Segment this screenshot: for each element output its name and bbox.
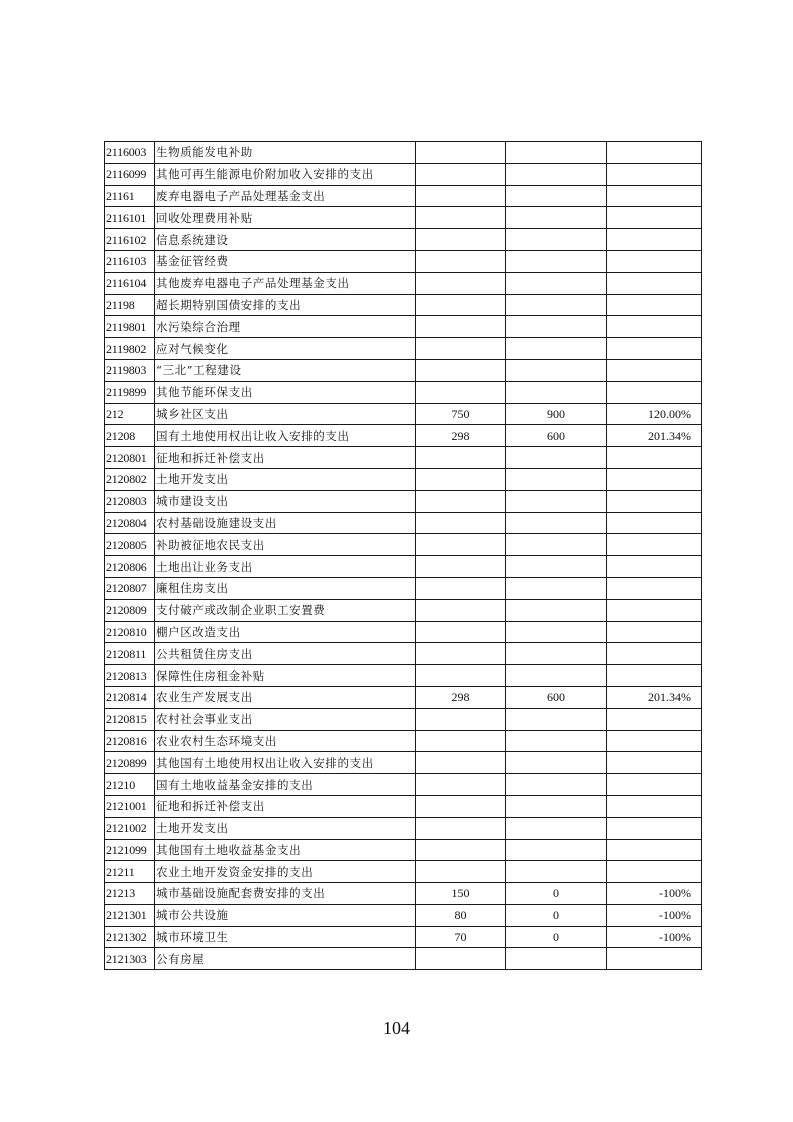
budget-value-cell <box>506 272 607 294</box>
table-row <box>105 338 702 360</box>
budget-value-cell: 600 <box>506 686 607 708</box>
subject-name-cell: 农村基础设施建设支出 <box>155 512 416 534</box>
subject-code-cell: 21211 <box>105 861 155 883</box>
subject-name-cell: 征地和拆迁补偿支出 <box>155 447 416 469</box>
table-row <box>105 904 702 926</box>
budget-value-cell <box>506 556 607 578</box>
subject-code-cell: 2121303 <box>105 948 155 970</box>
change-rate-cell <box>607 534 702 556</box>
change-rate-cell <box>607 839 702 861</box>
change-rate-cell <box>607 338 702 360</box>
table-row <box>105 512 702 534</box>
previous-value-cell <box>416 229 506 251</box>
subject-code-cell: 2120814 <box>105 686 155 708</box>
subject-name-cell: 公共租赁住房支出 <box>155 643 416 665</box>
budget-value-cell <box>506 142 607 164</box>
subject-code-cell: 2120805 <box>105 534 155 556</box>
previous-value-cell: 298 <box>416 686 506 708</box>
subject-name-cell: 应对气候变化 <box>155 338 416 360</box>
previous-value-cell: 750 <box>416 403 506 425</box>
previous-value-cell <box>416 752 506 774</box>
previous-value-cell <box>416 338 506 360</box>
change-rate-cell <box>607 272 702 294</box>
budget-value-cell: 0 <box>506 926 607 948</box>
table-row <box>105 490 702 512</box>
table-row <box>105 861 702 883</box>
subject-code-cell: 21208 <box>105 425 155 447</box>
budget-value-cell <box>506 294 607 316</box>
change-rate-cell <box>607 599 702 621</box>
subject-name-cell: 农业农村生态环境支出 <box>155 730 416 752</box>
table-row <box>105 621 702 643</box>
table-row <box>105 403 702 425</box>
subject-code-cell: 21210 <box>105 774 155 796</box>
previous-value-cell <box>416 447 506 469</box>
subject-name-cell: 城市建设支出 <box>155 490 416 512</box>
table-row <box>105 250 702 272</box>
previous-value-cell <box>416 468 506 490</box>
subject-code-cell: 2116101 <box>105 207 155 229</box>
subject-code-cell: 2121301 <box>105 904 155 926</box>
previous-value-cell <box>416 512 506 534</box>
budget-value-cell <box>506 534 607 556</box>
change-rate-cell <box>607 708 702 730</box>
table-row <box>105 599 702 621</box>
budget-value-cell <box>506 359 607 381</box>
subject-name-cell: 其他国有土地使用权出让收入安排的支出 <box>155 752 416 774</box>
previous-value-cell <box>416 665 506 687</box>
previous-value-cell: 80 <box>416 904 506 926</box>
subject-code-cell: 2121099 <box>105 839 155 861</box>
change-rate-cell <box>607 163 702 185</box>
subject-name-cell: 信息系统建设 <box>155 229 416 251</box>
table-body <box>105 142 702 970</box>
table-row <box>105 272 702 294</box>
budget-value-cell <box>506 381 607 403</box>
table-row <box>105 316 702 338</box>
budget-value-cell <box>506 250 607 272</box>
subject-code-cell: 2120801 <box>105 447 155 469</box>
subject-code-cell: 2119802 <box>105 338 155 360</box>
subject-code-cell: 2116102 <box>105 229 155 251</box>
change-rate-cell: -100% <box>607 926 702 948</box>
previous-value-cell: 150 <box>416 883 506 905</box>
budget-value-cell <box>506 665 607 687</box>
subject-code-cell: 2120802 <box>105 468 155 490</box>
change-rate-cell <box>607 643 702 665</box>
subject-name-cell: 农业生产发展支出 <box>155 686 416 708</box>
budget-value-cell: 900 <box>506 403 607 425</box>
subject-name-cell: 国有土地收益基金安排的支出 <box>155 774 416 796</box>
subject-code-cell: 21198 <box>105 294 155 316</box>
subject-name-cell: 农村社会事业支出 <box>155 708 416 730</box>
previous-value-cell <box>416 577 506 599</box>
subject-code-cell: 2116103 <box>105 250 155 272</box>
change-rate-cell: -100% <box>607 904 702 926</box>
table-row <box>105 708 702 730</box>
table-row <box>105 425 702 447</box>
subject-code-cell: 21161 <box>105 185 155 207</box>
table-row <box>105 665 702 687</box>
budget-value-cell <box>506 163 607 185</box>
table-row <box>105 381 702 403</box>
subject-name-cell: 水污染综合治理 <box>155 316 416 338</box>
budget-value-cell <box>506 839 607 861</box>
budget-value-cell <box>506 316 607 338</box>
budget-value-cell <box>506 730 607 752</box>
table-row <box>105 163 702 185</box>
previous-value-cell <box>416 861 506 883</box>
change-rate-cell <box>607 817 702 839</box>
subject-name-cell: 基金征管经费 <box>155 250 416 272</box>
subject-name-cell: 城市环境卫生 <box>155 926 416 948</box>
change-rate-cell <box>607 577 702 599</box>
previous-value-cell <box>416 185 506 207</box>
change-rate-cell <box>607 447 702 469</box>
subject-name-cell: 公有房屋 <box>155 948 416 970</box>
previous-value-cell <box>416 795 506 817</box>
budget-value-cell <box>506 468 607 490</box>
subject-code-cell: 2116003 <box>105 142 155 164</box>
subject-name-cell: 国有土地使用权出让收入安排的支出 <box>155 425 416 447</box>
subject-name-cell: 棚户区改造支出 <box>155 621 416 643</box>
table-row <box>105 817 702 839</box>
change-rate-cell <box>607 142 702 164</box>
budget-value-cell <box>506 447 607 469</box>
change-rate-cell <box>607 621 702 643</box>
budget-value-cell: 600 <box>506 425 607 447</box>
subject-name-cell: 城市公共设施 <box>155 904 416 926</box>
subject-code-cell: 2119899 <box>105 381 155 403</box>
budget-value-cell <box>506 207 607 229</box>
previous-value-cell: 70 <box>416 926 506 948</box>
budget-value-cell <box>506 948 607 970</box>
subject-code-cell: 2120899 <box>105 752 155 774</box>
table-row <box>105 730 702 752</box>
subject-code-cell: 2120809 <box>105 599 155 621</box>
previous-value-cell <box>416 774 506 796</box>
budget-value-cell <box>506 708 607 730</box>
previous-value-cell <box>416 381 506 403</box>
budget-value-cell <box>506 817 607 839</box>
budget-value-cell <box>506 338 607 360</box>
table-row <box>105 294 702 316</box>
budget-value-cell <box>506 621 607 643</box>
table-row <box>105 774 702 796</box>
table-row <box>105 686 702 708</box>
budget-value-cell <box>506 490 607 512</box>
change-rate-cell <box>607 774 702 796</box>
budget-value-cell <box>506 599 607 621</box>
previous-value-cell <box>416 730 506 752</box>
change-rate-cell <box>607 795 702 817</box>
previous-value-cell <box>416 207 506 229</box>
subject-code-cell: 2116099 <box>105 163 155 185</box>
table-row <box>105 447 702 469</box>
subject-name-cell: 土地开发支出 <box>155 468 416 490</box>
subject-name-cell: 补助被征地农民支出 <box>155 534 416 556</box>
change-rate-cell <box>607 665 702 687</box>
subject-code-cell: 2120807 <box>105 577 155 599</box>
table-row <box>105 556 702 578</box>
subject-code-cell: 2121302 <box>105 926 155 948</box>
subject-code-cell: 2120803 <box>105 490 155 512</box>
previous-value-cell: 298 <box>416 425 506 447</box>
table-row <box>105 883 702 905</box>
table-row <box>105 839 702 861</box>
change-rate-cell <box>607 730 702 752</box>
subject-code-cell: 21213 <box>105 883 155 905</box>
change-rate-cell: 201.34% <box>607 686 702 708</box>
previous-value-cell <box>416 316 506 338</box>
subject-code-cell: 2120811 <box>105 643 155 665</box>
previous-value-cell <box>416 817 506 839</box>
subject-code-cell: 2121001 <box>105 795 155 817</box>
subject-name-cell: 保障性住房租金补贴 <box>155 665 416 687</box>
budget-value-cell <box>506 185 607 207</box>
change-rate-cell <box>607 250 702 272</box>
previous-value-cell <box>416 490 506 512</box>
change-rate-cell <box>607 185 702 207</box>
change-rate-cell <box>607 512 702 534</box>
subject-code-cell: 2121002 <box>105 817 155 839</box>
subject-name-cell: 其他可再生能源电价附加收入安排的支出 <box>155 163 416 185</box>
table-row <box>105 795 702 817</box>
previous-value-cell <box>416 643 506 665</box>
change-rate-cell <box>607 468 702 490</box>
previous-value-cell <box>416 839 506 861</box>
subject-code-cell: 2120815 <box>105 708 155 730</box>
previous-value-cell <box>416 359 506 381</box>
previous-value-cell <box>416 708 506 730</box>
table-row <box>105 534 702 556</box>
previous-value-cell <box>416 294 506 316</box>
subject-code-cell: 2120816 <box>105 730 155 752</box>
subject-name-cell: 其他废弃电器电子产品处理基金支出 <box>155 272 416 294</box>
budget-value-cell <box>506 774 607 796</box>
change-rate-cell <box>607 294 702 316</box>
previous-value-cell <box>416 556 506 578</box>
subject-code-cell: 212 <box>105 403 155 425</box>
page-number: 104 <box>383 1018 410 1038</box>
subject-code-cell: 2119801 <box>105 316 155 338</box>
previous-value-cell <box>416 250 506 272</box>
previous-value-cell <box>416 534 506 556</box>
change-rate-cell <box>607 207 702 229</box>
change-rate-cell <box>607 490 702 512</box>
table-row <box>105 948 702 970</box>
change-rate-cell: 120.00% <box>607 403 702 425</box>
change-rate-cell <box>607 752 702 774</box>
change-rate-cell <box>607 556 702 578</box>
budget-value-cell: 0 <box>506 904 607 926</box>
table-row <box>105 752 702 774</box>
table-row <box>105 926 702 948</box>
budget-value-cell <box>506 229 607 251</box>
budget-value-cell <box>506 643 607 665</box>
subject-name-cell: 其他国有土地收益基金支出 <box>155 839 416 861</box>
subject-code-cell: 2120806 <box>105 556 155 578</box>
subject-code-cell: 2116104 <box>105 272 155 294</box>
subject-name-cell: 土地开发支出 <box>155 817 416 839</box>
change-rate-cell <box>607 861 702 883</box>
budget-value-cell <box>506 512 607 534</box>
table-row <box>105 359 702 381</box>
budget-value-cell <box>506 861 607 883</box>
table-row <box>105 142 702 164</box>
subject-name-cell: 其他节能环保支出 <box>155 381 416 403</box>
previous-value-cell <box>416 163 506 185</box>
subject-code-cell: 2120813 <box>105 665 155 687</box>
previous-value-cell <box>416 272 506 294</box>
subject-name-cell: 城乡社区支出 <box>155 403 416 425</box>
previous-value-cell <box>416 948 506 970</box>
previous-value-cell <box>416 599 506 621</box>
change-rate-cell <box>607 381 702 403</box>
table-row <box>105 468 702 490</box>
table-row <box>105 229 702 251</box>
subject-name-cell: 超长期特别国债安排的支出 <box>155 294 416 316</box>
subject-name-cell: 城市基础设施配套费安排的支出 <box>155 883 416 905</box>
table-row <box>105 643 702 665</box>
previous-value-cell <box>416 621 506 643</box>
subject-code-cell: 2120804 <box>105 512 155 534</box>
change-rate-cell <box>607 316 702 338</box>
budget-value-cell: 0 <box>506 883 607 905</box>
change-rate-cell <box>607 359 702 381</box>
change-rate-cell: -100% <box>607 883 702 905</box>
change-rate-cell: 201.34% <box>607 425 702 447</box>
subject-name-cell: 廉租住房支出 <box>155 577 416 599</box>
subject-code-cell: 2119803 <box>105 359 155 381</box>
table-row <box>105 185 702 207</box>
table-row <box>105 577 702 599</box>
budget-value-cell <box>506 577 607 599</box>
subject-name-cell: 支付破产或改制企业职工安置费 <box>155 599 416 621</box>
change-rate-cell <box>607 229 702 251</box>
change-rate-cell <box>607 948 702 970</box>
subject-name-cell: 生物质能发电补助 <box>155 142 416 164</box>
subject-code-cell: 2120810 <box>105 621 155 643</box>
subject-name-cell: “三北”工程建设 <box>155 359 416 381</box>
budget-value-cell <box>506 752 607 774</box>
budget-value-cell <box>506 795 607 817</box>
subject-name-cell: 回收处理费用补贴 <box>155 207 416 229</box>
subject-name-cell: 废弃电器电子产品处理基金支出 <box>155 185 416 207</box>
previous-value-cell <box>416 142 506 164</box>
budget-table <box>104 141 702 970</box>
subject-name-cell: 土地出让业务支出 <box>155 556 416 578</box>
subject-name-cell: 征地和拆迁补偿支出 <box>155 795 416 817</box>
subject-name-cell: 农业土地开发资金安排的支出 <box>155 861 416 883</box>
table-row <box>105 207 702 229</box>
